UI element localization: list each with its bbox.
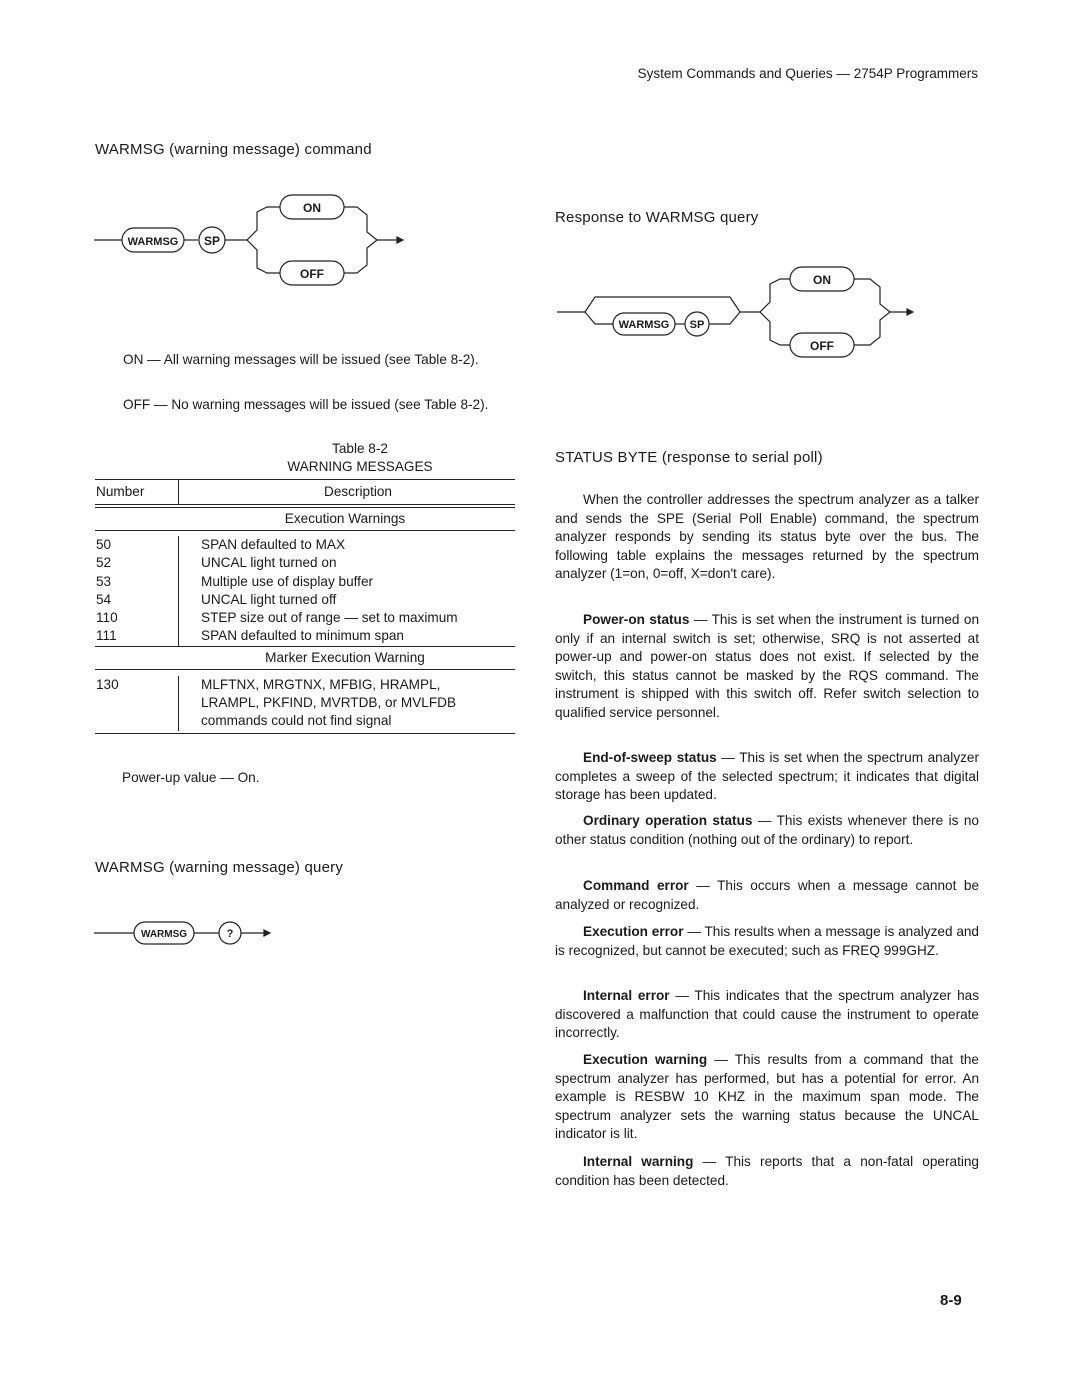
status-text: — This is set when the spectrum analyzer completes a sweep of the selected spectrum; it indicates that digital storage has been updated. — [555, 750, 979, 803]
status-item-command-error — [555, 877, 979, 914]
warmsg-keyword: WARMSG — [618, 319, 670, 331]
status-item-internal-error — [555, 987, 979, 1043]
row-number: 52 — [95, 554, 179, 572]
status-item-execution-warning — [555, 1051, 979, 1144]
section-execution-warnings: Execution Warnings — [284, 511, 406, 526]
row-number: 53 — [95, 573, 179, 591]
status-text: — This indicates that the spectrum analyzer has discovered a malfunction that could cause the instrument to operate incorrectly. — [555, 988, 979, 1041]
status-text: — This is set when the instrument is turned on only if an internal switch is set; otherwise, SRQ is not asserted at power-up and power-on status does not exist. If selected by the switch, this status cannot be masked by the RQS command. The instrument is shipped with this switch off. Refer switch selection to qualified service personnel. — [555, 612, 979, 720]
on-option: ON — [813, 273, 831, 287]
status-text: — This reports that a non-fatal operating condition has been detected. — [555, 1154, 979, 1188]
row-description: SPAN defaulted to MAX — [201, 537, 346, 552]
page-number: 8-9 — [940, 1292, 962, 1309]
off-option: OFF — [300, 267, 324, 281]
on-option: ON — [303, 201, 321, 215]
status-term: End-of-sweep status — [583, 750, 717, 765]
on-description: ON — All warning messages will be issued (see Table 8-2). — [123, 352, 479, 367]
row-description: STEP size out of range — set to maximum — [201, 610, 458, 626]
sp-token: SP — [203, 234, 221, 248]
warning-messages-table — [95, 440, 515, 734]
row-number: 111 — [95, 627, 179, 645]
status-text: — This results from a command that the spectrum analyzer has performed, but has a potential for error. An example is RESBW 10 KHZ in the maximum span mode. The spectrum analyzer sets the warning status because the UNCAL indicator is lit. — [555, 1052, 979, 1142]
section-marker-execution-warning: Marker Execution Warning — [265, 649, 425, 665]
command-heading: WARMSG (warning message) command — [95, 141, 372, 158]
status-text: — This occurs when a message cannot be analyzed or recognized. — [555, 878, 979, 912]
status-byte-heading: STATUS BYTE (response to serial poll) — [555, 449, 823, 466]
row-number: 130 — [95, 676, 179, 731]
status-byte-intro: When the controller addresses the spectrum analyzer as a talker and sends the SPE (Serial Poll Enable) command, the spectrum analyzer responds by sending its status byte over the bus. The following table explains the messages returned by the spectrum analyzer (1=on, 0=off, X=don't care). — [555, 492, 979, 582]
warmsg-keyword: WARMSG — [127, 236, 179, 248]
status-item-execution-error — [555, 923, 979, 960]
table-header-row — [95, 480, 515, 504]
status-term: Ordinary operation status — [583, 813, 753, 828]
row-description: SPAN defaulted to minimum span — [201, 628, 404, 644]
row-number: 110 — [95, 609, 179, 627]
running-header: System Commands and Queries — 2754P Programmers — [637, 66, 978, 81]
status-term: Internal warning — [583, 1154, 694, 1169]
query-heading: WARMSG (warning message) query — [95, 859, 344, 876]
status-item-ordinary — [555, 812, 979, 849]
row-number: 50 — [95, 536, 179, 554]
off-description: OFF — No warning messages will be issued (see Table 8-2). — [123, 397, 489, 412]
table-row — [95, 554, 515, 572]
status-term: Power-on status — [583, 612, 690, 627]
command-syntax-diagram — [92, 190, 412, 290]
table-row — [95, 591, 515, 609]
query-syntax-diagram — [92, 918, 292, 948]
row-description: Multiple use of display buffer — [201, 573, 374, 589]
response-heading: Response to WARMSG query — [555, 209, 759, 226]
response-syntax-diagram — [555, 262, 920, 362]
row-description: UNCAL light turned on — [201, 555, 337, 571]
sp-token: SP — [689, 319, 705, 331]
status-term: Command error — [583, 878, 689, 893]
status-term: Internal error — [583, 988, 670, 1003]
status-term: Execution error — [583, 924, 684, 939]
power-up-value: Power-up value — On. — [122, 770, 260, 785]
off-option: OFF — [810, 339, 834, 353]
table-caption: Table 8-2 — [332, 441, 388, 456]
table-row — [95, 609, 515, 627]
table-row — [95, 536, 515, 554]
table-row — [95, 670, 515, 731]
status-text: — This results when a message is analyzed and is recognized, but cannot be executed; such as FREQ 999GHZ. — [555, 924, 979, 958]
status-term: Execution warning — [583, 1052, 708, 1067]
table-row — [95, 627, 515, 645]
row-description: UNCAL light turned off — [201, 591, 337, 607]
status-item-end-of-sweep — [555, 749, 979, 805]
column-header-description: Description — [324, 484, 392, 499]
query-mark: ? — [226, 928, 234, 940]
column-header-number: Number — [95, 480, 179, 504]
table-row — [95, 573, 515, 591]
table-title: WARNING MESSAGES — [287, 459, 433, 474]
status-item-internal-warning — [555, 1153, 979, 1190]
status-item-power-on — [555, 611, 979, 723]
warmsg-keyword: WARMSG — [140, 929, 188, 940]
row-number: 54 — [95, 591, 179, 609]
row-description: MLFTNX, MRGTNX, MFBIG, HRAMPL, LRAMPL, PKFIND, MVRTDB, or MVLFDB commands could not find signal — [201, 676, 457, 729]
status-text: — This exists whenever there is no other status condition (nothing out of the ordinary) to report. — [555, 813, 979, 847]
